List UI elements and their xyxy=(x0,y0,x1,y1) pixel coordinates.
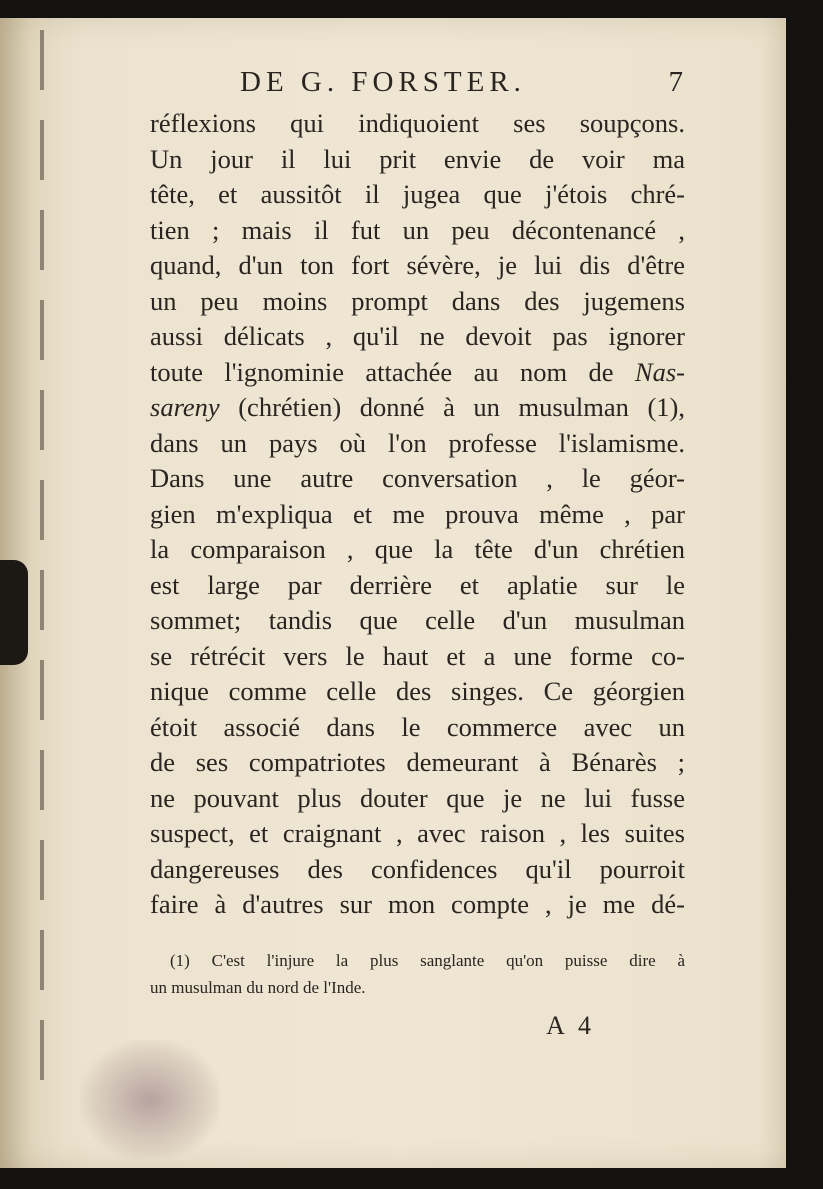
text-line-with-italic xyxy=(150,355,685,391)
binding-stitch xyxy=(40,30,44,1110)
text-line: faire à d'autres sur mon compte , je me dé- xyxy=(150,889,685,919)
page-number: 7 xyxy=(668,66,683,98)
running-header xyxy=(150,58,685,106)
italic-word: Nas- xyxy=(634,356,685,387)
footnote-line: un musulman du nord de l'Inde. xyxy=(150,977,366,997)
text-line: étoit associé dans le commerce avec un xyxy=(150,711,685,742)
text-line: Dans une autre conversation , le géor- xyxy=(150,463,685,493)
text-line: ne pouvant plus douter que je ne lui fusse xyxy=(150,782,685,813)
text-line: tête, et aussitôt il jugea que j'étois chré- xyxy=(150,179,685,209)
binding-damage xyxy=(0,560,28,665)
text-line: est large par derrière et aplatie sur le xyxy=(150,569,685,600)
ink-stain xyxy=(80,1040,220,1160)
text-line: tien ; mais il fut un peu décontenancé , xyxy=(150,214,685,245)
text-line-start: toute l'ignominie attachée au nom de xyxy=(150,356,614,387)
text-line: réflexions qui indiquoient ses soupçons. xyxy=(150,108,685,138)
text-line: un peu moins prompt dans des jugemens xyxy=(150,285,685,316)
text-line: sommet; tandis que celle d'un musulman xyxy=(150,605,685,635)
footnote-line: (1) C'est l'injure la plus sanglante qu'on puisse dire à xyxy=(170,950,685,970)
text-line-with-italic xyxy=(150,390,685,426)
text-line: quand, d'un ton fort sévère, je lui dis d'être xyxy=(150,250,685,280)
text-line: nique comme celle des singes. Ce géorgien xyxy=(150,676,685,706)
text-line: la comparaison , que la tête d'un chrétien xyxy=(150,534,685,564)
text-line: Un jour il lui prit envie de voir ma xyxy=(150,143,685,174)
body-text xyxy=(150,106,685,923)
text-line: se rétrécit vers le haut et a une forme co- xyxy=(150,640,685,671)
text-line: de ses compatriotes demeurant à Bénarès ; xyxy=(150,747,685,777)
signature-mark: A 4 xyxy=(546,1010,595,1040)
running-title: DE G. FORSTER. xyxy=(240,66,526,98)
text-line-rest: (chrétien) donné à un musulman (1), xyxy=(219,392,685,422)
text-line: suspect, et craignant , avec raison , les suites xyxy=(150,818,685,848)
text-line: gien m'expliqua et me prouva même , par xyxy=(150,498,685,529)
text-line: dangereuses des confidences qu'il pourroit xyxy=(150,853,685,884)
text-line: aussi délicats , qu'il ne devoit pas ignorer xyxy=(150,321,685,351)
italic-word: sareny xyxy=(150,392,220,422)
page-text xyxy=(150,58,685,1041)
text-line: dans un pays où l'on professe l'islamisme. xyxy=(150,427,685,458)
footnote xyxy=(150,947,685,1001)
